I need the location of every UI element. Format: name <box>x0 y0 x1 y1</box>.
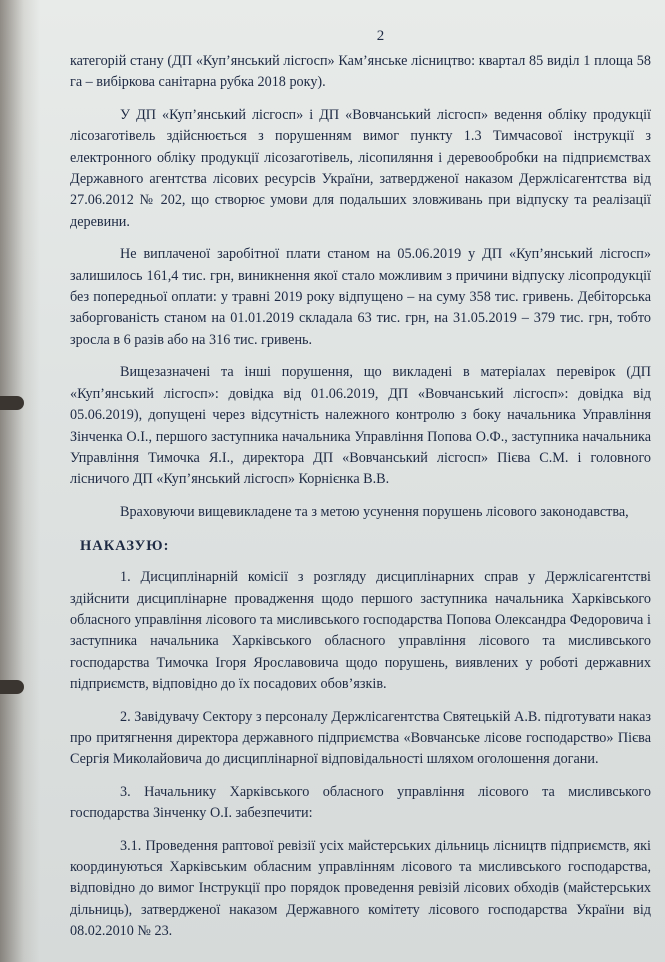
order-item-2: 2. Завідувачу Сектору з персоналу Держлісагентства Святецькій А.В. підготувати наказ про притягнення директора державного підприємства «Вовчанське лісове господарство» Пієва Сергія Миколайовича до дисциплінарної відповідальності шляхом оголошення догани. <box>70 708 651 768</box>
order-item-3: 3. Начальнику Харківського обласного управління лісового та мисливського господарства Зінченку О.І. забезпечити: <box>70 783 651 822</box>
binder-hole-icon <box>0 680 24 694</box>
binder-hole-icon <box>0 396 24 410</box>
paragraph-continuation: категорій стану (ДП «Куп’янський лісгосп» Кам’янське лісництво: квартал 85 виділ 1 площа 58 га – вибіркова санітарна рубка 2018 року). <box>70 53 651 91</box>
paragraph-responsible-persons: Вищезазначені та інші порушення, що викладені в матеріалах перевірок (ДП «Куп’янський лісгосп»: довідка від 01.06.2019, ДП «Вовчанський лісгосп»: довідка від 05.06.2019), допущені через відсутність належного контролю з боку начальника Управління Зінченка О.І., першого заступника начальника Управління Попова О.Ф., заступника начальника Управління Тимочка Я.І., директора ДП «Вовчанський лісгосп» Пієва С.М. і головного лісничого ДП «Куп’янський лісгосп» Корнієнка В.В. <box>70 364 651 488</box>
paragraph-accounting-violation: У ДП «Куп’янський лісгосп» і ДП «Вовчанський лісгосп» ведення обліку продукції лісозаготівель здійснюється з порушенням вимог пункту 1.3 Тимчасової інструкції з електронного обліку продукції лісозаготівель, лісопиляння і деревообробки на підприємствах Державного агентства лісових ресурсів України, затвердженої наказом Держлісагентства від 27.06.2012 № 202, що створює умови для подальших зловживань при відпуску та реалізації деревини. <box>70 106 651 230</box>
order-item-3-1: 3.1. Проведення раптової ревізії усіх майстерських дільниць лісництв підприємств, які координуються Харківським обласним управлінням лісового та мисливського господарства, відповідно до вимог Інструкції про порядок проведення ревізій лісових обходів (майстерських дільниць), затвердженої наказом Державного комітету лісового господарства України від 08.02.2010 № 23. <box>70 837 651 940</box>
order-item-1: 1. Дисциплінарній комісії з розгляду дисциплінарних справ у Держлісагентстві здійснити дисциплінарне провадження щодо першого заступника начальника Харківського обласного управління лісового та мисливського господарства Попова Олександра Федоровича і заступника начальника Харківського обласного управління лісового та мисливського господарства Тимочка Ігоря Ярославовича щодо порушень, виявлених у роботі державних підприємств, відповідно до їх посадових обов’язків. <box>70 569 651 693</box>
page-number: 2 <box>376 28 385 44</box>
order-heading: НАКАЗУЮ: <box>80 538 170 555</box>
binding-shadow <box>0 0 40 962</box>
paragraph-unpaid-salary: Не виплаченої заробітної плати станом на 05.06.2019 у ДП «Куп’янський лісгосп» залишилось 161,4 тис. грн, виникнення якої стало можливим з причини відпуску лісопродукції без попередньої оплати: у травні 2019 року відпущено – на суму 358 тис. гривень. Дебіторська заборгованість станом на 01.01.2019 складала 63 тис. грн, на 31.05.2019 – 379 тис. грн, тобто зросла в 6 разів або на 316 тис. гривень. <box>70 246 651 348</box>
paragraph-considering: Враховуючи вищевикладене та з метою усунення порушень лісового законодавства, <box>120 503 629 520</box>
